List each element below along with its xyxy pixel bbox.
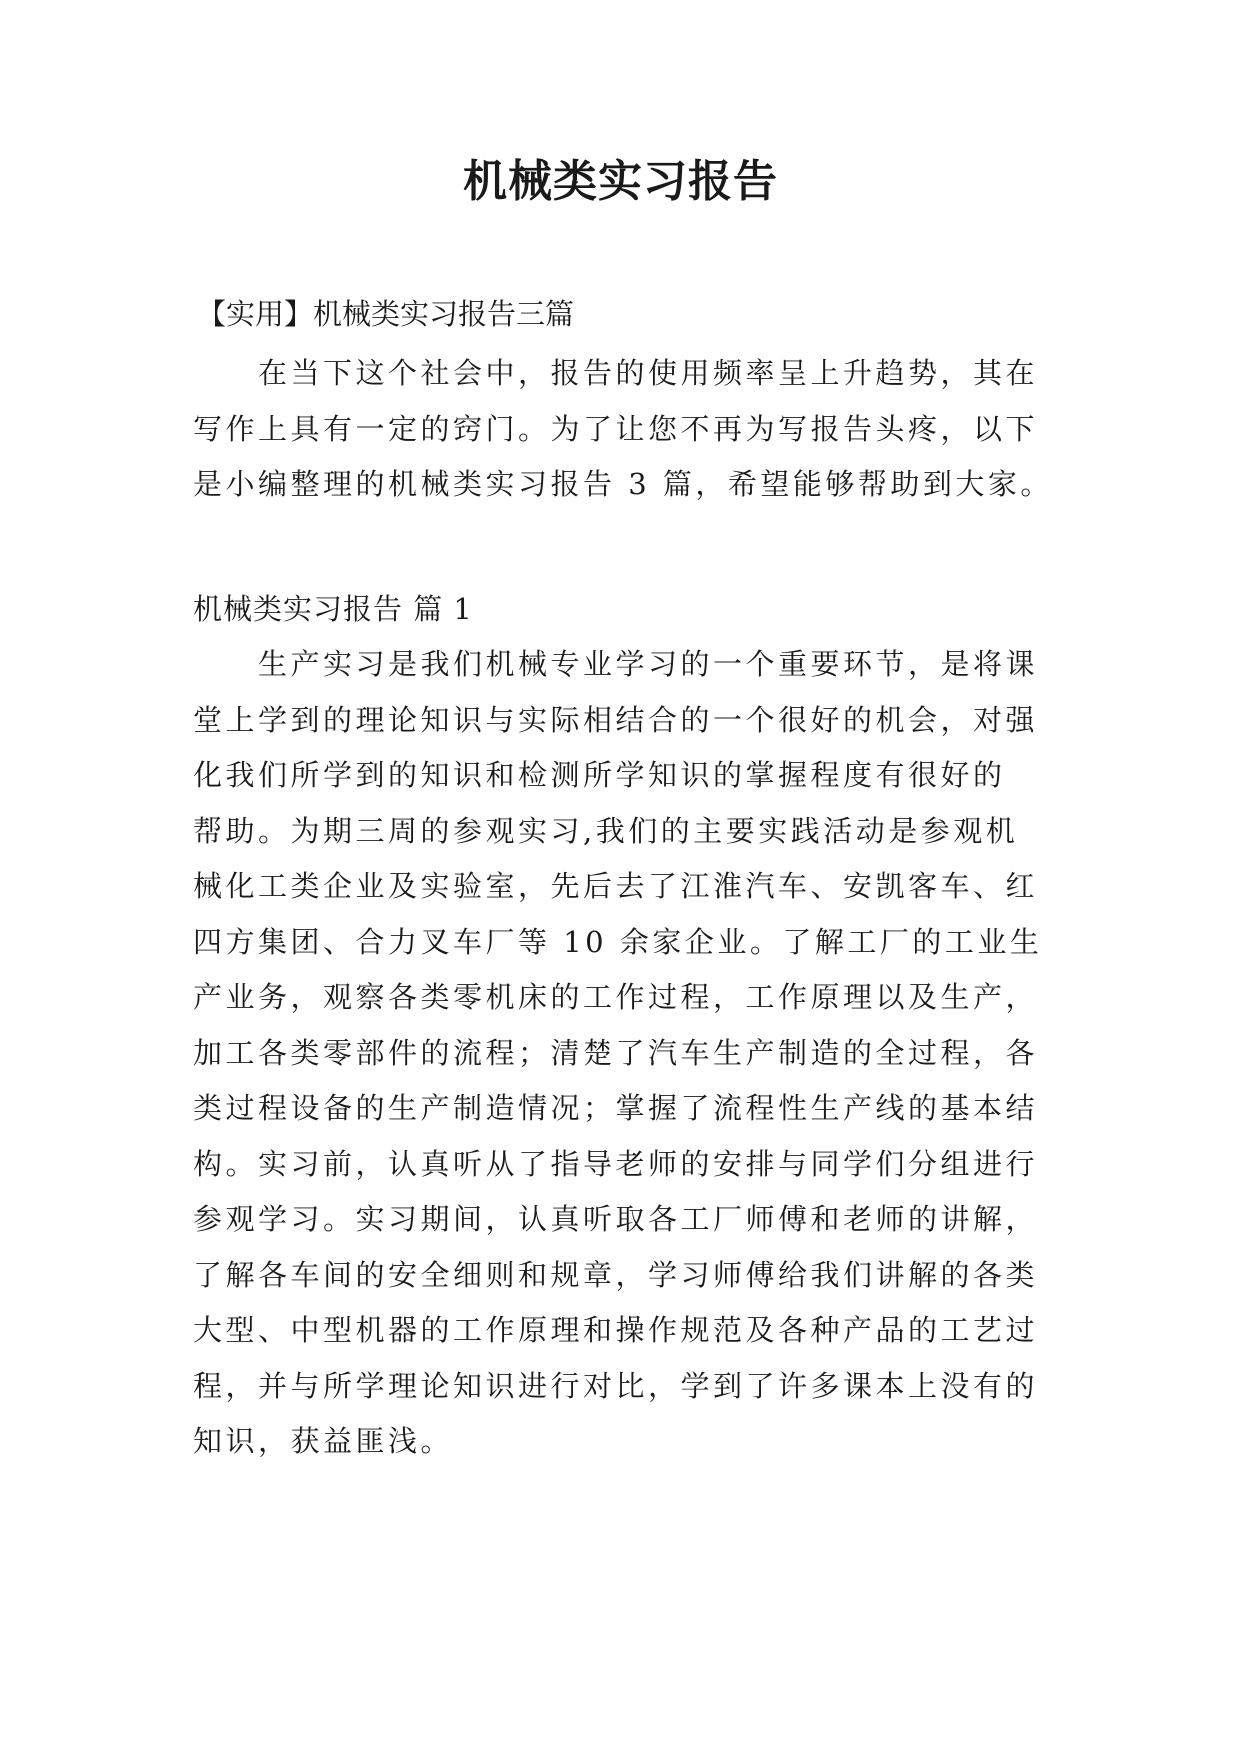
- section-heading: 机械类实习报告 篇 1: [193, 592, 473, 626]
- intro-paragraph: [193, 346, 1073, 513]
- body-line: 参观学习。实习期间，认真听取各工厂师傅和老师的讲解，: [193, 1202, 1039, 1236]
- body-line: 知识，获益匪浅。: [193, 1424, 454, 1458]
- body-line: 程，并与所学理论知识进行对比，学到了许多课本上没有的: [193, 1368, 1039, 1403]
- body-line: 化我们所学到的知识和检测所学知识的掌握程度有很好的: [193, 758, 1006, 792]
- body-line: 帮助。为期三周的参观实习,我们的主要实践活动是参观机: [193, 813, 1019, 848]
- body-line: 构。实习前，认真听从了指导老师的安排与同学们分组进行: [193, 1146, 1039, 1181]
- body-line: 四方集团、合力叉车厂等 10 余家企业。了解工厂的工业生: [193, 924, 1043, 959]
- body-line: 了解各车间的安全细则和规章，学习师傅给我们讲解的各类: [193, 1257, 1039, 1292]
- body-line: 生产实习是我们机械专业学习的一个重要环节，是将课: [258, 647, 1039, 681]
- body-line: 类过程设备的生产制造情况；掌握了流程性生产线的基本结: [193, 1091, 1039, 1125]
- document-subtitle: 【实用】机械类实习报告三篇: [197, 297, 575, 331]
- body-paragraph: [193, 637, 1073, 1470]
- body-line: 大型、中型机器的工作原理和操作规范及各种产品的工艺过: [193, 1313, 1039, 1347]
- intro-line: 写作上具有一定的窍门。为了让您不再为写报告头疼，以下: [193, 411, 1039, 446]
- body-line: 加工各类零部件的流程；清楚了汽车生产制造的全过程，各: [193, 1035, 1039, 1070]
- intro-line: 在当下这个社会中，报告的使用频率呈上升趋势，其在: [258, 356, 1039, 390]
- intro-line: 是小编整理的机械类实习报告 3 篇，希望能够帮助到大家。: [193, 467, 1053, 501]
- body-line: 械化工类企业及实验室，先后去了江淮汽车、安凯客车、红: [193, 869, 1039, 903]
- body-line: 产业务，观察各类零机床的工作过程，工作原理以及生产，: [193, 980, 1039, 1014]
- body-line: 堂上学到的理论知识与实际相结合的一个很好的机会，对强: [193, 702, 1039, 737]
- document-title: 机械类实习报告: [463, 156, 778, 207]
